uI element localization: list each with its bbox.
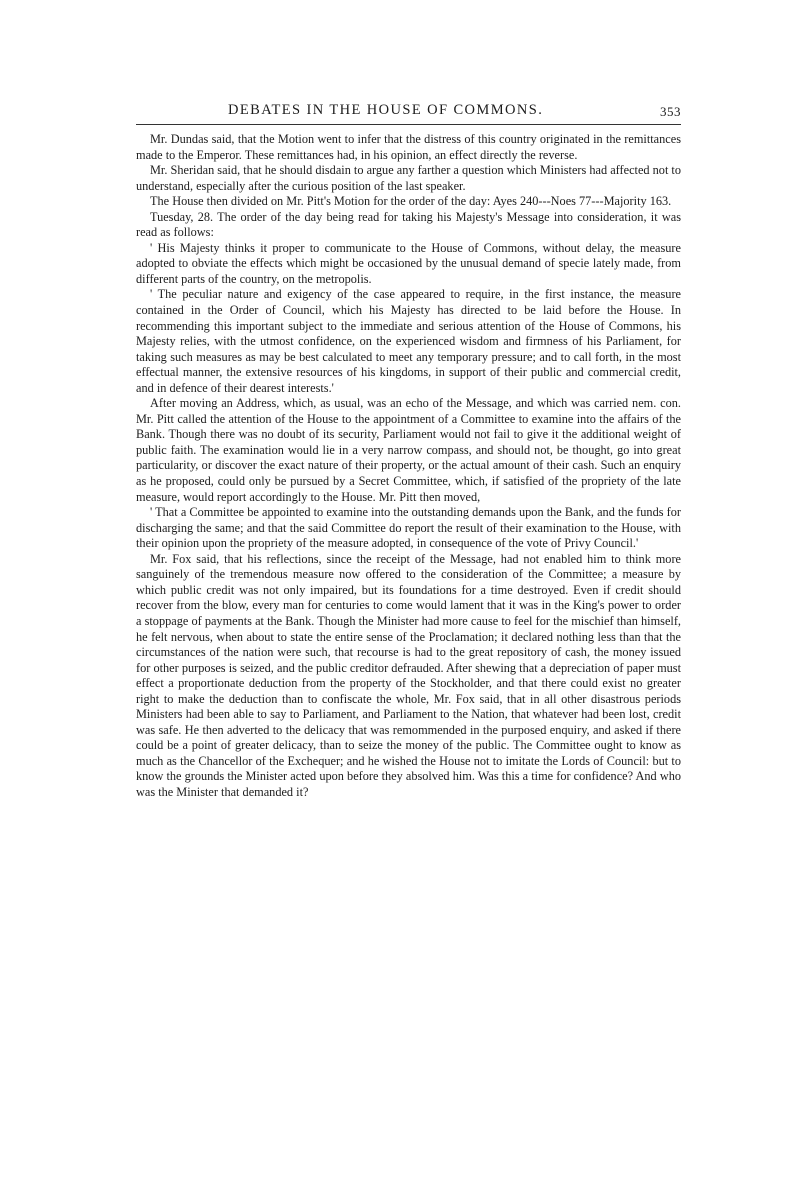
paragraph-division: The House then divided on Mr. Pitt's Motion for the order of the day: Ayes 240---Noes 77---Majority 163. [150, 194, 672, 209]
running-head [136, 98, 681, 120]
paragraph-fox: Mr. Fox said, that his reflections, since the receipt of the Message, had not enabled him to think more sanguinely of the tremendous measure now offered to the consideration of the Committee; a measure by which public credit was not only impaired, but its foundations for a time destroyed. Even if credit should recover from the blow, every man for centuries to come would lament that it was in the King's power to order a stoppage of payments at the Bank. Though the Minister had more cause to feel for the mischief than himself, he felt nervous, when about to state the entire sense of the Proclamation; it declared nothing less than that the circumstances of the nation were such, that recourse is had to the great repository of cash, the money issued for other purposes is seized, and the public creditor defrauded. After shewing that a depreciation of paper must effect a proportionate deduction from the property of the Stockholder, and that there could exist no greater right to make the deduction than to confiscate the whole, Mr. Fox said, that in all other disastrous periods Ministers had been able to say to Parliament, and Parliament to the Nation, that whatever had been lost, credit was safe. He then adverted to the delicacy that was remommended in the purposed enquiry, and asked if there could be a point of greater delicacy, than to seize the money of the public. The Committee ought to know as much as the Chancellor of the Exchequer; and he wished the House not to imitate the Lords of Council: but to know the grounds the Minister acted upon before they absolved him. Was this a time for confidence? And who was the Minister that demanded it? [136, 551, 681, 799]
paragraph-message-1: ' His Majesty thinks it proper to communicate to the House of Commons, without delay, the measure adopted to obviate the effects which might be occasioned by the unusual demand of specie lately made, from different parts of the country, on the metropolis. [136, 240, 681, 286]
body-text [136, 132, 681, 801]
header-rule [136, 124, 681, 125]
book-page [136, 98, 681, 801]
paragraph-sheridan: Mr. Sheridan said, that he should disdain to argue any farther a question which Ministers had affected not to understand, especially after the curious position of the last speaker. [136, 163, 681, 193]
paragraph-motion: ' That a Committee be appointed to examine into the outstanding demands upon the Bank, and the funds for discharging the same; and that the said Committee do report the result of their examination to the House, with their opinion upon the propriety of the measure adopted, in consequence of the vote of Privy Council.' [136, 505, 681, 551]
paragraph-message-2: ' The peculiar nature and exigency of the case appeared to require, in the first instance, the measure contained in the Order of Council, which his Majesty has directed to be laid before the House. In recommending this important subject to the immediate and serious attention of the House of Commons, his Majesty relies, with the utmost confidence, on the experienced wisdom and firmness of his Parliament, for taking such measures as may be best calculated to meet any temporary pressure; and to call forth, in the most effectual manner, the extensive resources of his kingdoms, in support of their public and commercial credit, and in defence of their dearest interests.' [136, 287, 681, 395]
paragraph-tuesday: Tuesday, 28. The order of the day being read for taking his Majesty's Message into consideration, it was read as follows: [136, 209, 681, 240]
page-number: 353 [660, 104, 681, 119]
paragraph-pitt: After moving an Address, which, as usual, was an echo of the Message, and which was carried nem. con. Mr. Pitt called the attention of the House to the appointment of a Committee to examine into the affairs of the Bank. Though there was no doubt of its security, Parliament would not fail to give it the additional weight of public faith. The examination would lie in a very narrow compass, and should not, be thought, go into great particularity, or discover the exact nature of their property, or the actual amount of their cash. Such an enquiry as he proposed, could only be pursued by a Secret Committee, which, if satisfied of the propriety of the late measure, would report accordingly to the House. Mr. Pitt then moved, [136, 396, 681, 504]
paragraph-dundas: Mr. Dundas said, that the Motion went to infer that the distress of this country originated in the remittances made to the Emperor. These remittances had, in his opinion, an effect directly the reverse. [136, 132, 681, 162]
running-title: DEBATES IN THE HOUSE OF COMMONS. [228, 102, 544, 118]
